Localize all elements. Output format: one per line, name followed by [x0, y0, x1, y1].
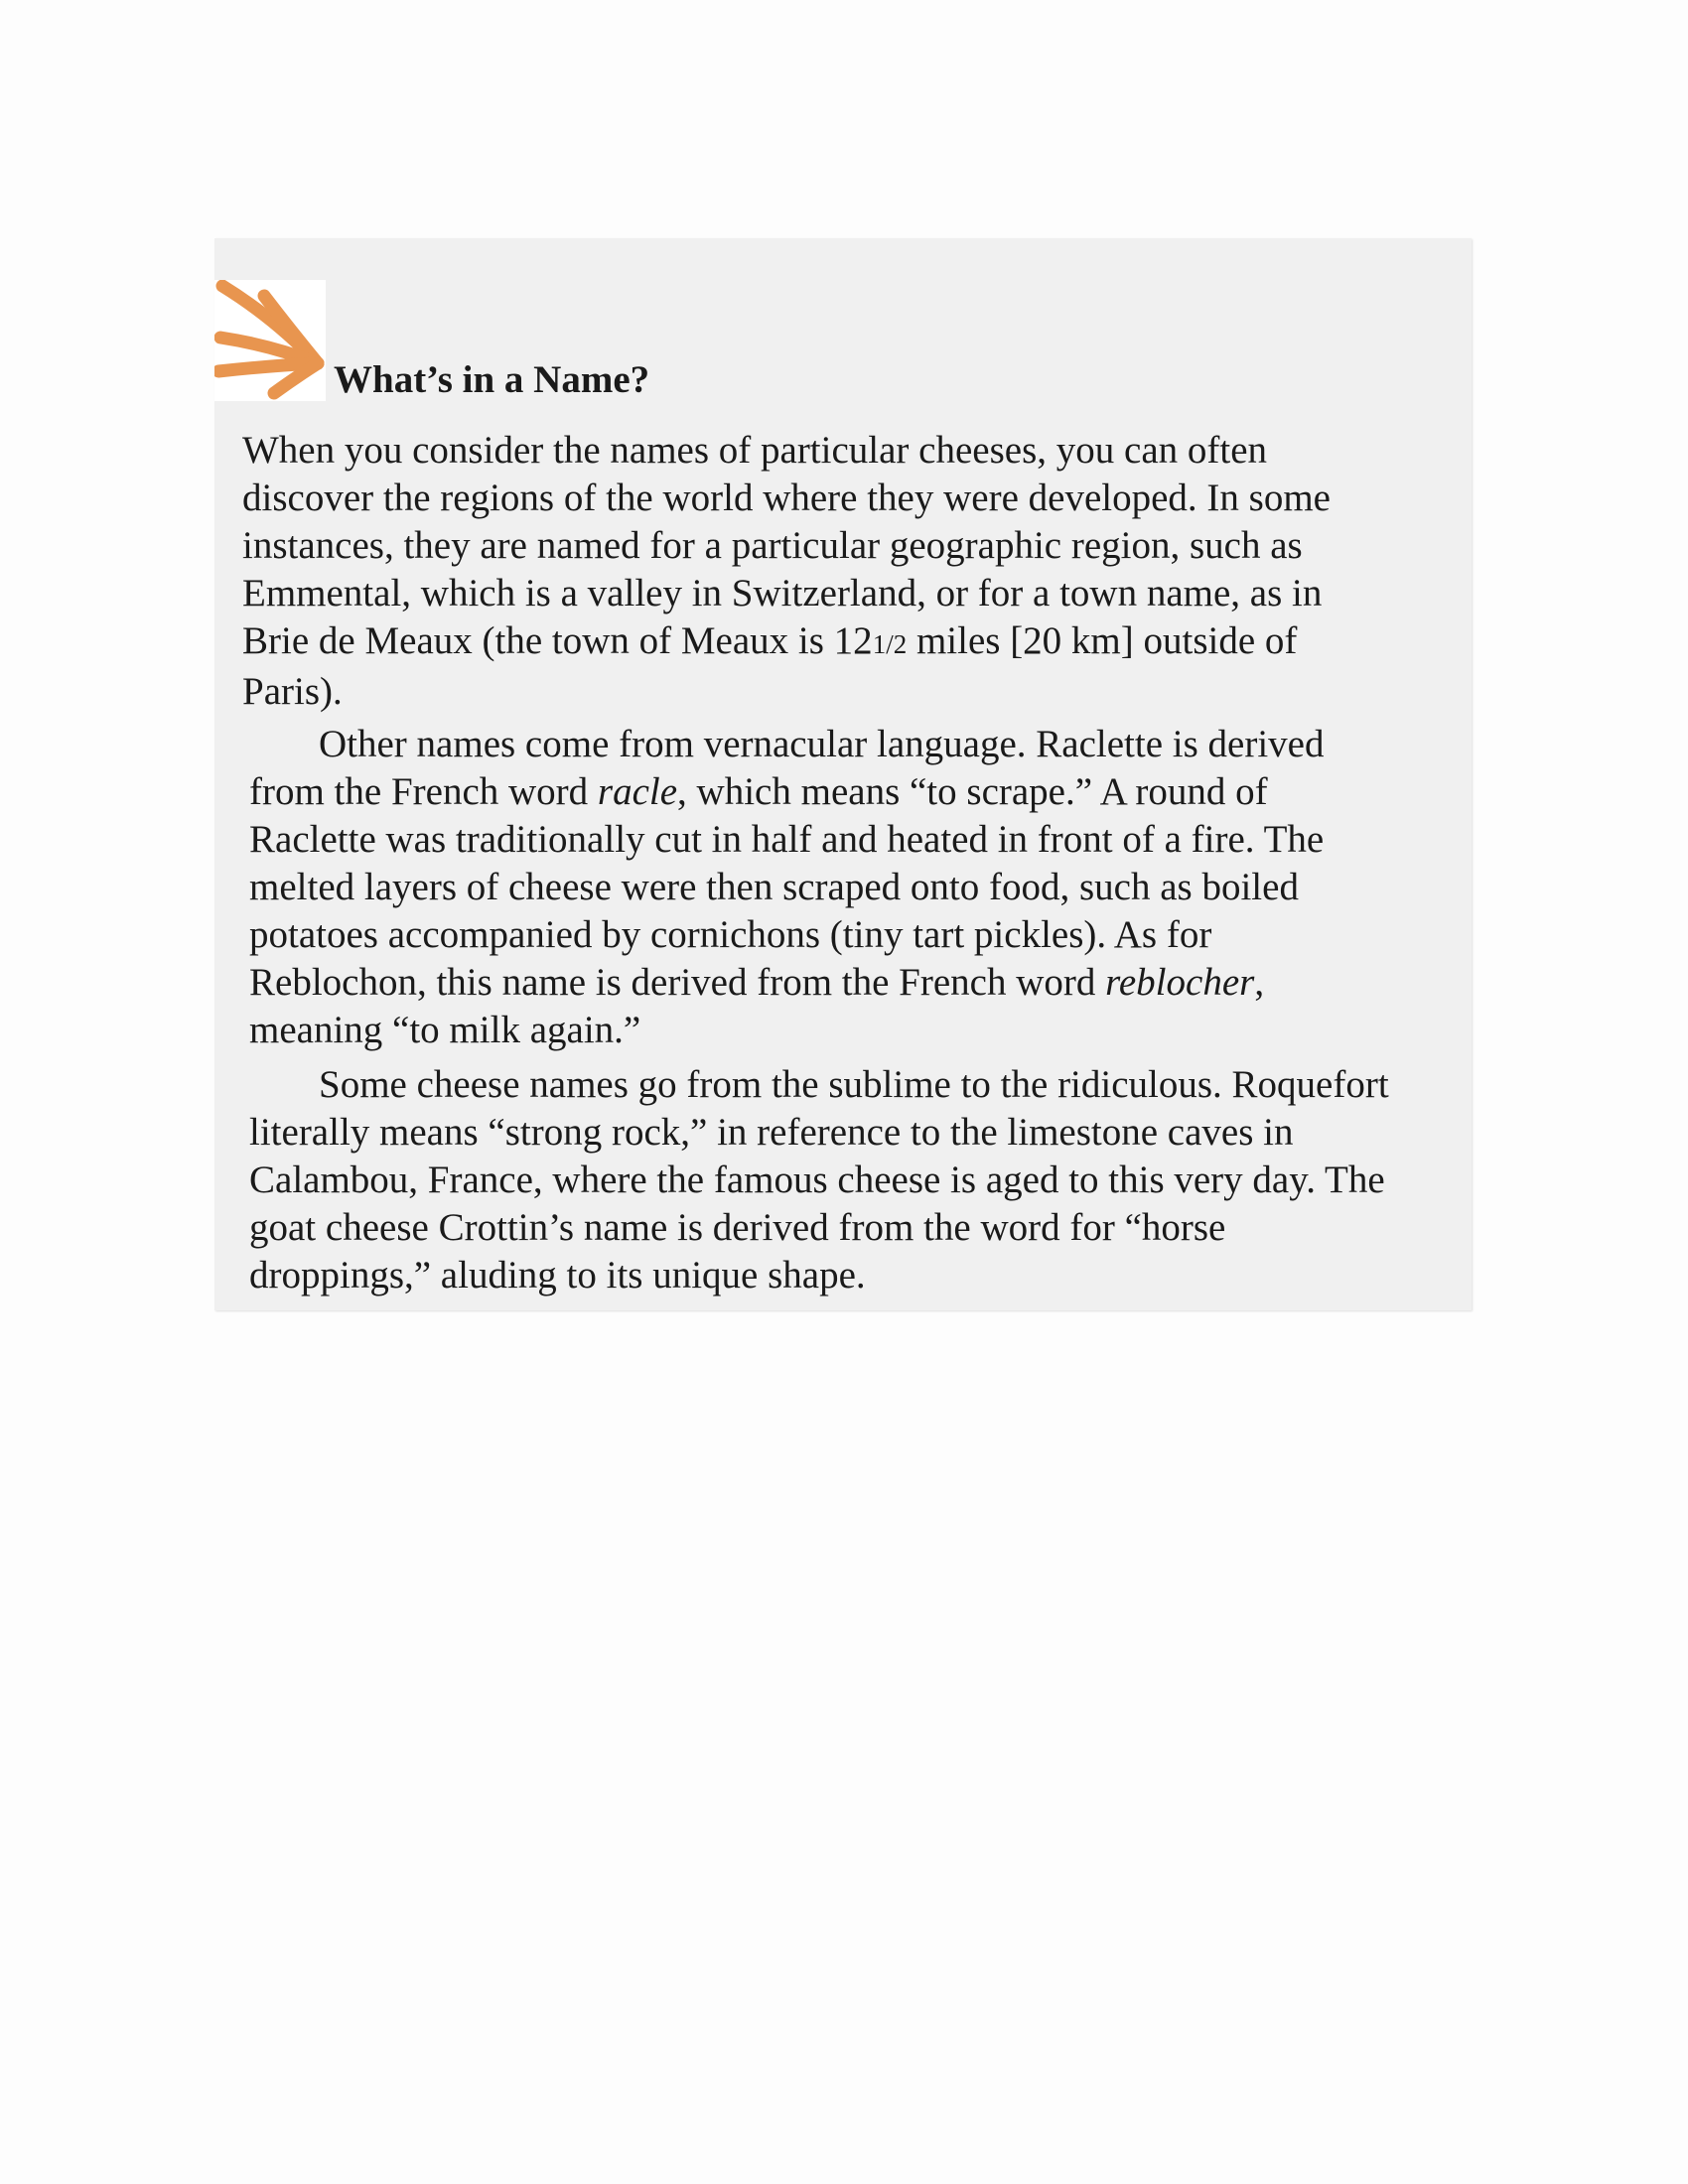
- text-line: When you consider the names of particular cheeses, you can often: [242, 429, 1268, 472]
- text-segment: ,: [1254, 961, 1265, 1004]
- text-line: discover the regions of the world where they were developed. In some: [242, 477, 1331, 519]
- box-title: What’s in a Name?: [334, 358, 650, 401]
- text-line: [249, 959, 1471, 1007]
- text-line: Emmental, which is a valley in Switzerland, or for a town name, as in: [242, 572, 1323, 614]
- text-line: [249, 768, 1471, 816]
- text-segment: Reblochon, this name is derived from the French word: [249, 961, 1106, 1004]
- text-segment: miles [20 km] outside of: [907, 619, 1298, 662]
- text-line: droppings,” aluding to its unique shape.: [249, 1254, 866, 1297]
- text-segment: Brie de Meaux (the town of Meaux is 12: [242, 619, 873, 662]
- text-line: Calambou, France, where the famous cheese is aged to this very day. The: [249, 1159, 1385, 1201]
- text-line: meaning “to milk again.”: [249, 1009, 641, 1051]
- text-line: Other names come from vernacular language. Raclette is derived: [319, 723, 1325, 765]
- text-line: goat cheese Crottin’s name is derived from the word for “horse: [249, 1206, 1226, 1249]
- text-line: potatoes accompanied by cornichons (tiny tart pickles). As for: [249, 913, 1212, 956]
- sidebar-box: [214, 238, 1472, 1310]
- text-segment: from the French word: [249, 770, 598, 813]
- italic-term: racle: [597, 770, 678, 813]
- paragraph-2: [249, 721, 1471, 1054]
- text-line: instances, they are named for a particular geographic region, such as: [242, 524, 1303, 567]
- fraction: 1/2: [872, 629, 908, 659]
- orange-arrow-icon: [214, 280, 326, 401]
- paragraph-3: [249, 1061, 1476, 1299]
- text-line: Paris).: [242, 670, 343, 713]
- text-line: Some cheese names go from the sublime to the ridiculous. Roquefort: [319, 1063, 1389, 1106]
- text-line: [242, 617, 1464, 668]
- text-line: Raclette was traditionally cut in half and heated in front of a fire. The: [249, 818, 1325, 861]
- text-line: melted layers of cheese were then scraped onto food, such as boiled: [249, 866, 1299, 908]
- italic-term: reblocher: [1105, 961, 1255, 1004]
- text-segment: , which means “to scrape.” A round of: [677, 770, 1268, 813]
- text-line: literally means “strong rock,” in reference to the limestone caves in: [249, 1111, 1294, 1154]
- paragraph-1: [242, 427, 1464, 716]
